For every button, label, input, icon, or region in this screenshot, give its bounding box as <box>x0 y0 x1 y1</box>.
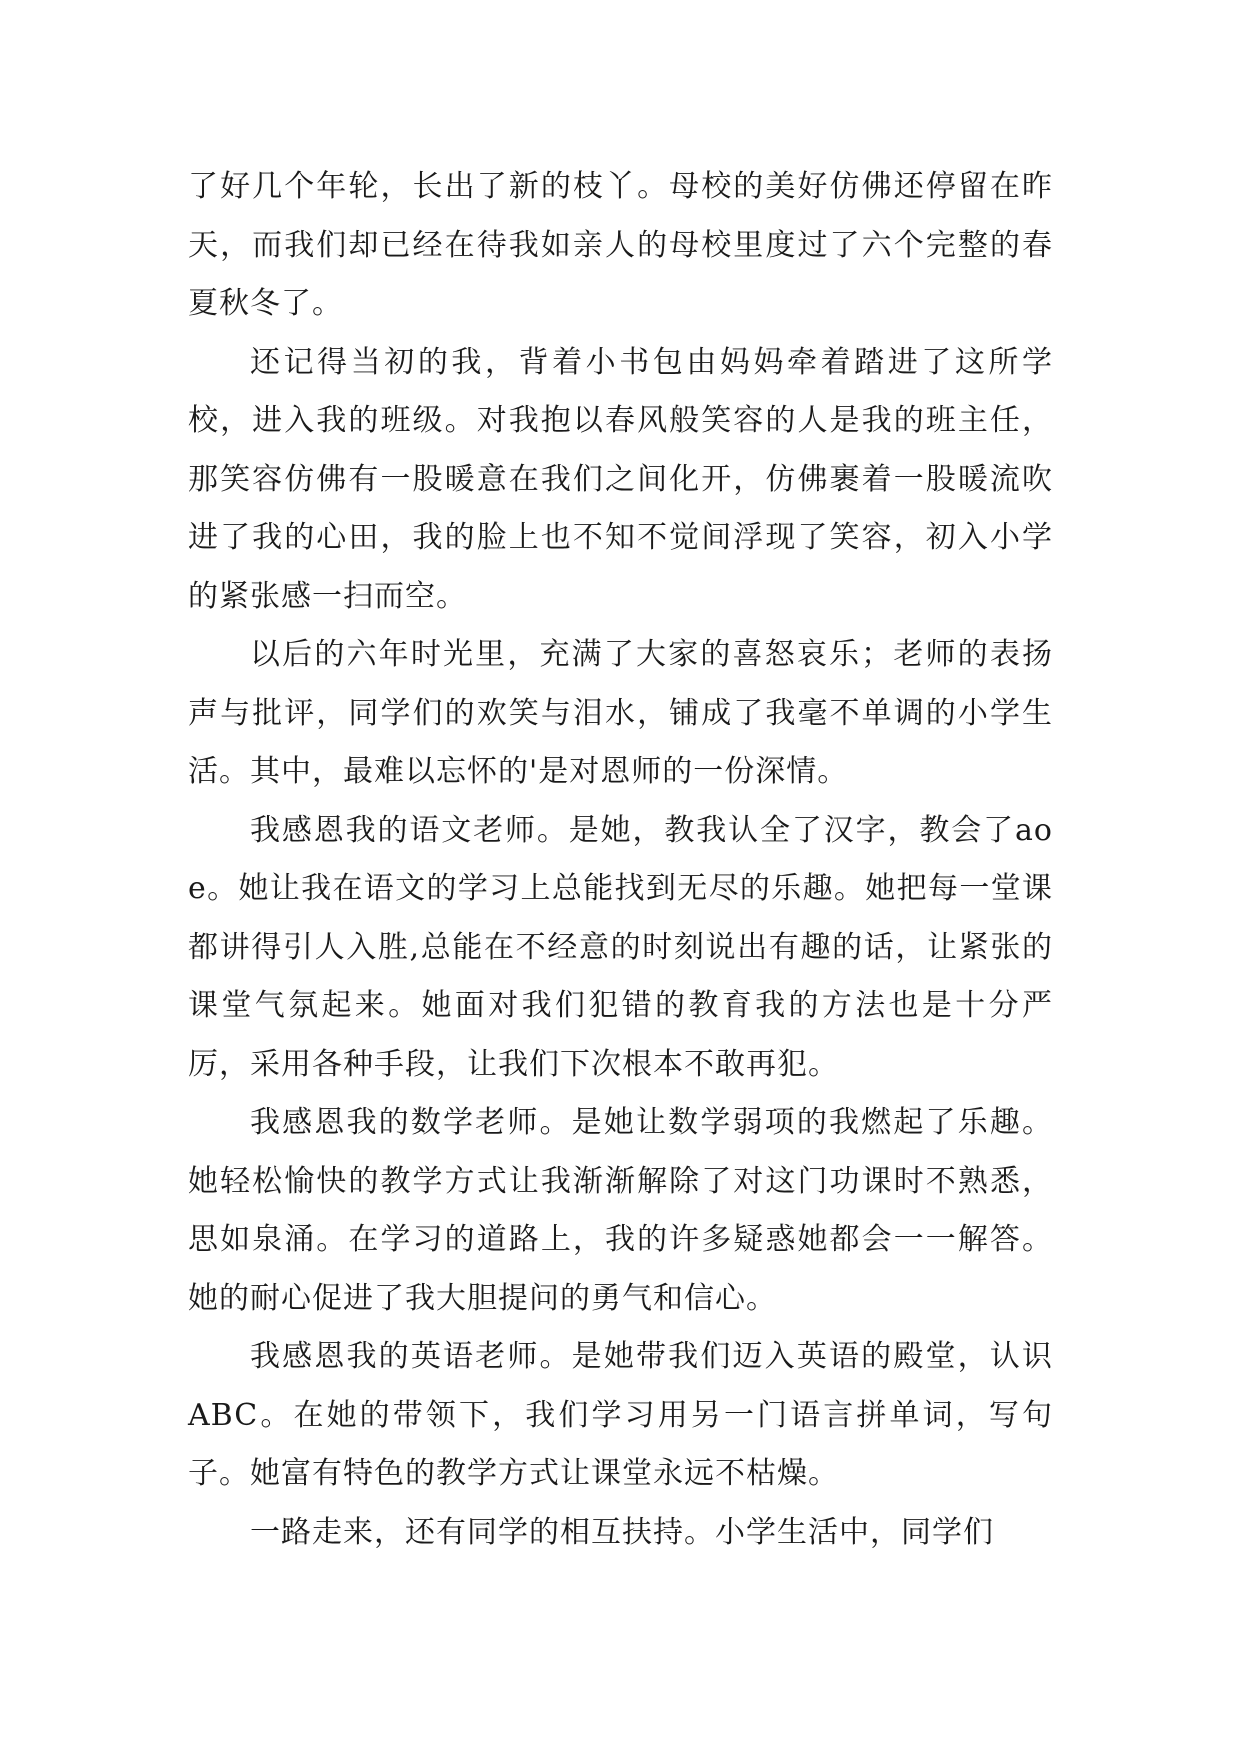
text-line: 吹进了我的心田，我的脸上也不知不觉间浮现了笑容，初入 <box>188 461 1053 555</box>
text-line: 那笑容仿佛有一股暖意在我们之间化开，仿佛裹着一股暖流 <box>188 461 1022 497</box>
text-line: 校，进入我的班级。对我抱以春风般笑容的人是我的班主任， <box>188 403 1053 438</box>
text-line: 句子。她富有特色的教学方式让课堂永远不枯燥。 <box>188 1397 1053 1491</box>
text-line: 以后的六年时光里，充满了大家的喜怒哀乐；老师的表 <box>250 637 1022 672</box>
text-line: 识 ABC。在她的带领下，我们学习用另一门语言拼单词，写 <box>188 1339 1053 1433</box>
text-line: 学生活。其中，最难以忘怀的'是对恩师的一份深情。 <box>188 695 1054 789</box>
document-page <box>188 158 1053 1562</box>
paragraph <box>188 158 1053 334</box>
paragraph <box>188 1504 1053 1563</box>
text-line: 扬声与批评，同学们的欢笑与泪水，铺成了我毫不单调的小 <box>188 637 1053 731</box>
text-line: 我感恩我的英语老师。是她带我们迈入英语的殿堂，认 <box>250 1339 1022 1374</box>
paragraph <box>188 334 1053 627</box>
text-line: 一路走来，还有同学的相互扶持。小学生活中，同学们 <box>250 1514 994 1550</box>
paragraph <box>188 1094 1053 1328</box>
paragraph <box>188 626 1053 802</box>
text-line: 的春夏秋冬了。 <box>188 227 1054 321</box>
paragraph <box>188 1328 1053 1504</box>
text-line: 一堂课都讲得引人入胜,总能在不经意的时刻说出有趣的话， <box>188 871 1053 965</box>
text-line: 昨天，而我们却已经在待我如亲人的母校里度过了六个完整 <box>188 169 1053 263</box>
body-text <box>188 158 1053 1562</box>
text-line: 是十分严厉，采用各种手段，让我们下次根本不敢再犯。 <box>188 988 1054 1082</box>
paragraph <box>188 802 1053 1095</box>
text-line: 了好几个年轮，长出了新的枝丫。母校的美好仿佛还停留在 <box>188 169 1022 204</box>
text-line: 还记得当初的我，背着小书包由妈妈牵着踏进了这所学 <box>250 344 1053 380</box>
text-line: 她轻松愉快的教学方式让我渐渐解除了对这门功课时不熟 <box>188 1163 990 1199</box>
text-line: 悉，思如泉涌。在学习的道路上，我的许多疑惑她都会一一 <box>188 1163 1054 1257</box>
text-line: 解答。她的耐心促进了我大胆提问的勇气和信心。 <box>188 1222 1054 1316</box>
text-line: 小学的紧张感一扫而空。 <box>188 520 1054 614</box>
text-line: 我感恩我的语文老师。是她，教我认全了汉字，教会了 <box>250 812 1016 848</box>
text-line: 我感恩我的数学老师。是她让数学弱项的我燃起了乐趣。 <box>250 1105 1053 1140</box>
text-line: aoe。她让我在语文的学习上总能找到无尽的乐趣。她把每 <box>188 812 1053 906</box>
text-line: 让紧张的课堂气氛起来。她面对我们犯错的教育我的方法也 <box>188 929 1054 1023</box>
